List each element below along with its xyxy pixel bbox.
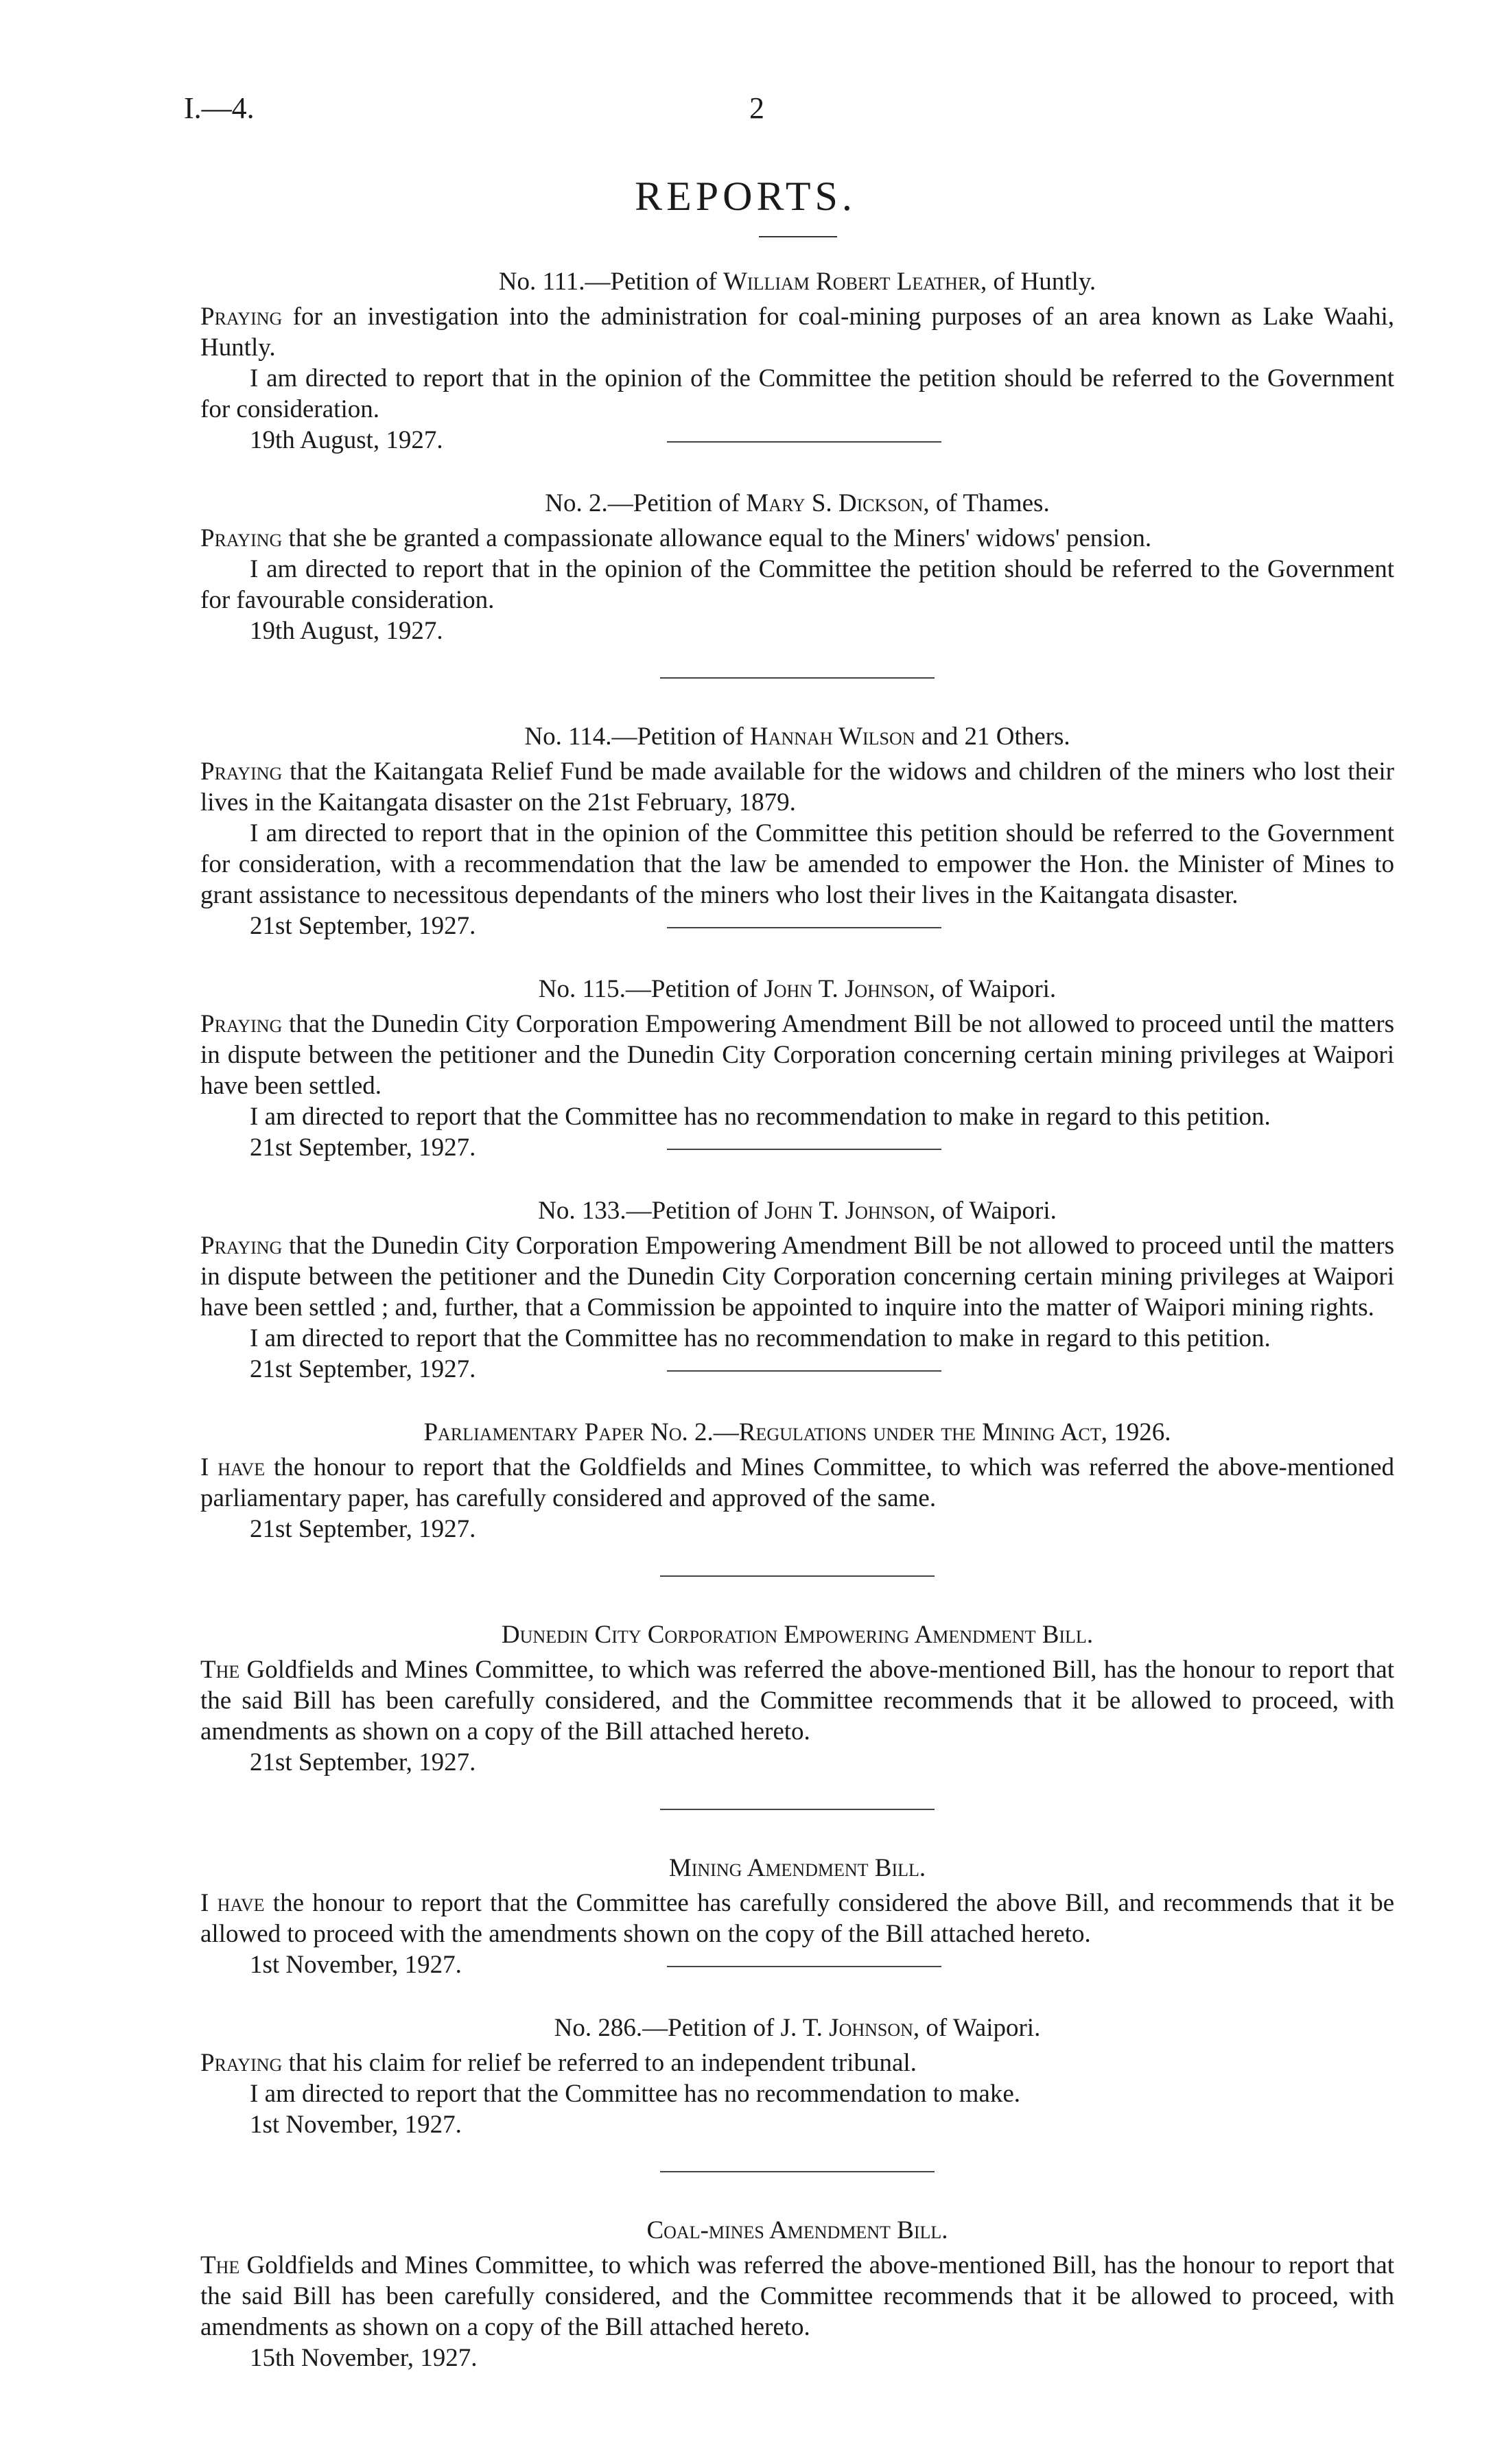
coal-mines-amendment-bill-report [200,2215,1394,2378]
petition-number: No. 133. [538,1197,626,1225]
report-date: 19th August, 1927. [250,426,443,454]
petitioner-name: John T. Johnson [764,975,929,1003]
separator-rule [667,927,941,928]
report-paragraph: The Goldfields and Mines Committee, to which was referred the above-mentioned Bill, has the honour to report that the said Bill has been carefully considered, and the Committee recommends that it be allowed to proceed, with amendments as shown on a copy of the Bill attached hereto. [200,1656,1394,1746]
lead-word: Praying [200,524,283,552]
petitioner-name: J. T. Johnson [780,2014,913,2042]
page-number: 2 [749,91,764,125]
report-date-row [200,615,1394,651]
petitioner-name: William Robert Leather [723,268,981,296]
petition-no-133 [200,1195,1394,1389]
petitioner-name: Hannah Wilson [749,723,915,751]
petition-no-2 [200,488,1394,679]
page-title: REPORTS. [635,174,856,219]
report-date: 19th August, 1927. [250,617,443,645]
report-date-row [200,1132,1394,1168]
report-paragraph: I am directed to report that the Committee has no recommendation to make in regard to this petition. [250,1324,1271,1352]
spacer [200,460,1394,488]
title-rule [759,236,837,237]
petition-heading: No. 114.—Petition of Hannah Wilson and 21 Others. [524,723,1070,751]
spacer [200,946,1394,974]
report-date: 21st September, 1927. [250,1515,476,1543]
reports-body [200,266,1394,2378]
lead-word: I have [200,1453,266,1481]
prayer-paragraph: Praying that she be granted a compassionate allowance equal to the Miners' widows' pension. [200,524,1152,552]
report-paragraph: I am directed to report that in the opinion of the Committee the petition should be referred to the Government for favourable consideration. [200,555,1394,614]
prayer-paragraph: Praying that the Dunedin City Corporation Empowering Amendment Bill be not allowed to proceed until the matters in dispute between the petitioner and the Dunedin City Corporation concerning certain mining privileges at Waipori have been settled. [200,1010,1394,1100]
report-date-row [200,2109,1394,2145]
report-date: 21st September, 1927. [250,1355,476,1383]
petition-no-115 [200,974,1394,1168]
prayer-paragraph: Praying that the Kaitangata Relief Fund be made available for the widows and children of the miners who lost their lives in the Kaitangata disaster on the 21st February, 1879. [200,758,1394,817]
lead-word: I have [200,1889,265,1917]
report-paragraph: I have the honour to report that the Committee has carefully considered the above Bill, and recommends that it be allowed to proceed with the amendments shown on the copy of the Bill attached hereto. [200,1889,1394,1948]
prayer-paragraph: Praying that his claim for relief be referred to an independent tribunal. [200,2049,917,2077]
separator-rule [667,1149,941,1150]
lead-word: Praying [200,303,283,331]
lead-word: Praying [200,758,283,786]
section-heading: Dunedin City Corporation Empowering Amendment Bill. [501,1621,1094,1649]
separator-rule [667,441,941,443]
mining-amendment-bill-report [200,1853,1394,1985]
report-date-row [200,911,1394,946]
petition-number: No. 286. [554,2014,643,2042]
lead-word: The [200,1656,240,1684]
parliamentary-paper-reference: I.—4. [184,91,255,125]
petition-no-286 [200,2013,1394,2172]
petition-heading: No. 111.—Petition of William Robert Leather, of Huntly. [498,268,1096,296]
report-date-row [200,1354,1394,1389]
parliamentary-paper-report [200,1417,1394,1577]
separator-rule [660,1575,935,1577]
petition-no-114 [200,721,1394,946]
petitioner-name: Mary S. Dickson [746,489,924,517]
petition-number: No. 114. [524,723,612,751]
petition-number: No. 2. [545,489,608,517]
section-heading: Parliamentary Paper No. 2.—Regulations under the Mining Act, 1926. [423,1418,1171,1446]
report-paragraph: I am directed to report that the Committee has no recommendation to make in regard to this petition. [250,1103,1271,1131]
spacer [200,1389,1394,1417]
report-date: 21st September, 1927. [250,1134,476,1162]
report-date: 1st November, 1927. [250,1951,462,1979]
lead-word: The [200,2251,240,2279]
report-date: 1st November, 1927. [250,2111,462,2139]
report-date-row [200,2343,1394,2378]
lead-word: Praying [200,1010,283,1038]
prayer-paragraph: Praying that the Dunedin City Corporation Empowering Amendment Bill be not allowed to proceed until the matters in dispute between the petitioner and the Dunedin City Corporation concerning certain mining privileges at Waipori have been settled ; and, further, that a Commission be appointed to inquire into the matter of Waipori mining rights. [200,1232,1394,1322]
separator-rule [660,1809,935,1810]
spacer [200,1985,1394,2013]
report-paragraph: I am directed to report that in the opinion of the Committee this petition should be referred to the Government for consideration, with a recommendation that the law be amended to empower the Hon. the Minister of Mines to grant assistance to necessitous dependants of the miners who lost their lives in the Kaitangata disaster. [200,819,1394,909]
separator-rule [660,2171,935,2172]
report-paragraph: I am directed to report that the Committee has no recommendation to make. [250,2080,1021,2108]
dunedin-bill-report [200,1619,1394,1810]
report-date: 21st September, 1927. [250,912,476,940]
separator-rule [660,677,935,679]
section-heading: Mining Amendment Bill. [668,1854,926,1882]
report-paragraph: I have the honour to report that the Goldfields and Mines Committee, to which was referred the above-mentioned parliamentary paper, has carefully considered and approved of the same. [200,1453,1394,1512]
report-date: 15th November, 1927. [250,2344,478,2372]
petition-heading: No. 115.—Petition of John T. Johnson, of Waipori. [538,975,1057,1003]
petition-heading: No. 286.—Petition of J. T. Johnson, of Waipori. [554,2014,1041,2042]
report-date-row [200,1949,1394,1985]
petition-number: No. 111. [498,268,585,296]
lead-word: Praying [200,1232,283,1260]
report-date-row [200,1747,1394,1783]
separator-rule [667,1966,941,1967]
petition-heading: No. 133.—Petition of John T. Johnson, of Waipori. [538,1197,1057,1225]
petition-no-111 [200,266,1394,460]
report-date: 21st September, 1927. [250,1748,476,1776]
spacer [200,1168,1394,1195]
prayer-paragraph: Praying for an investigation into the administration for coal-mining purposes of an area known as Lake Waahi, Huntly. [200,303,1394,362]
report-date-row [200,1514,1394,1549]
report-paragraph: The Goldfields and Mines Committee, to which was referred the above-mentioned Bill, has the honour to report that the said Bill has been carefully considered, and the Committee recommends that it be allowed to proceed, with amendments as shown on a copy of the Bill attached hereto. [200,2251,1394,2341]
report-paragraph: I am directed to report that in the opinion of the Committee the petition should be referred to the Government for consideration. [200,364,1394,423]
section-heading: Coal-mines Amendment Bill. [646,2216,948,2244]
petition-number: No. 115. [538,975,626,1003]
petitioner-name: John T. Johnson [764,1197,930,1225]
report-date-row [200,425,1394,460]
petition-heading: No. 2.—Petition of Mary S. Dickson, of Thames. [545,489,1050,517]
lead-word: Praying [200,2049,283,2077]
separator-rule [667,1370,941,1372]
